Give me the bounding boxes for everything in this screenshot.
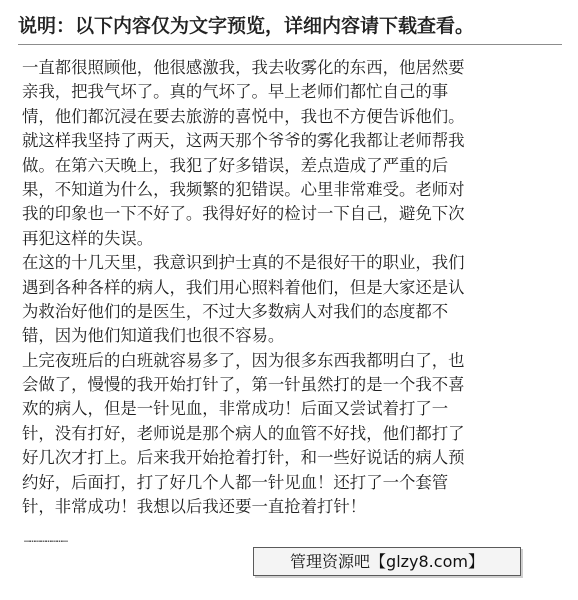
body-line: 会做了，慢慢的我开始打针了，第一针虽然打的是一个我不喜: [22, 375, 465, 395]
body-line: 好几次才打上。后来我开始抢着打针，和一些好说话的病人预: [22, 448, 465, 468]
body-line: 错，因为他们知道我们也很不容易。: [22, 326, 285, 346]
ellipsis-dots: ……………………: [24, 534, 68, 545]
body-line: 遇到各种各样的病人，我们用心照料着他们，但是大家还是认: [22, 277, 465, 297]
divider-line: [18, 44, 562, 45]
body-line: 亲我，把我气坏了。真的气坏了。早上老师们都忙自己的事: [22, 82, 449, 102]
document-body: [22, 56, 552, 519]
body-line: 针，没有打好，老师说是那个病人的血管不好找，他们都打了: [22, 423, 465, 443]
body-line: 我的印象也一下不好了。我得好好的检讨一下自己，避免下次: [22, 204, 465, 224]
body-line: 果，不知道为什么，我频繁的犯错误。心里非常难受。老师对: [22, 179, 465, 199]
preview-notice: 说明：以下内容仅为文字预览，详细内容请下载查看。: [18, 15, 475, 37]
body-line: 上完夜班后的白班就容易多了，因为很多东西我都明白了，也: [22, 350, 465, 370]
body-line: 为救治好他们的是医生，不过大多数病人对我们的态度都不: [22, 301, 449, 321]
body-line: 再犯这样的失误。: [22, 228, 154, 248]
body-line: 就这样我坚持了两天，这两天那个爷爷的雾化我都让老师帮我: [22, 131, 465, 151]
body-line: 针，非常成功！我想以后我还要一直抢着打针！: [22, 497, 367, 517]
body-line: 在这的十几天里，我意识到护士真的不是很好干的职业，我们: [22, 253, 465, 273]
body-line: 做。在第六天晚上，我犯了好多错误，差点造成了严重的后: [22, 155, 449, 175]
body-line: 一直都很照顾他，他很感激我，我去收雾化的东西，他居然要: [22, 58, 465, 77]
body-line: 情，他们都沉浸在要去旅游的喜悦中，我也不方便告诉他们。: [22, 106, 465, 126]
source-watermark-box: 管理资源吧【glzy8.com】: [253, 547, 521, 576]
body-line: 约好，后面打，打了好几个人都一针见血！还打了一个套管: [22, 472, 449, 492]
body-line: 欢的病人，但是一针见血，非常成功！后面又尝试着打了一: [22, 399, 449, 419]
